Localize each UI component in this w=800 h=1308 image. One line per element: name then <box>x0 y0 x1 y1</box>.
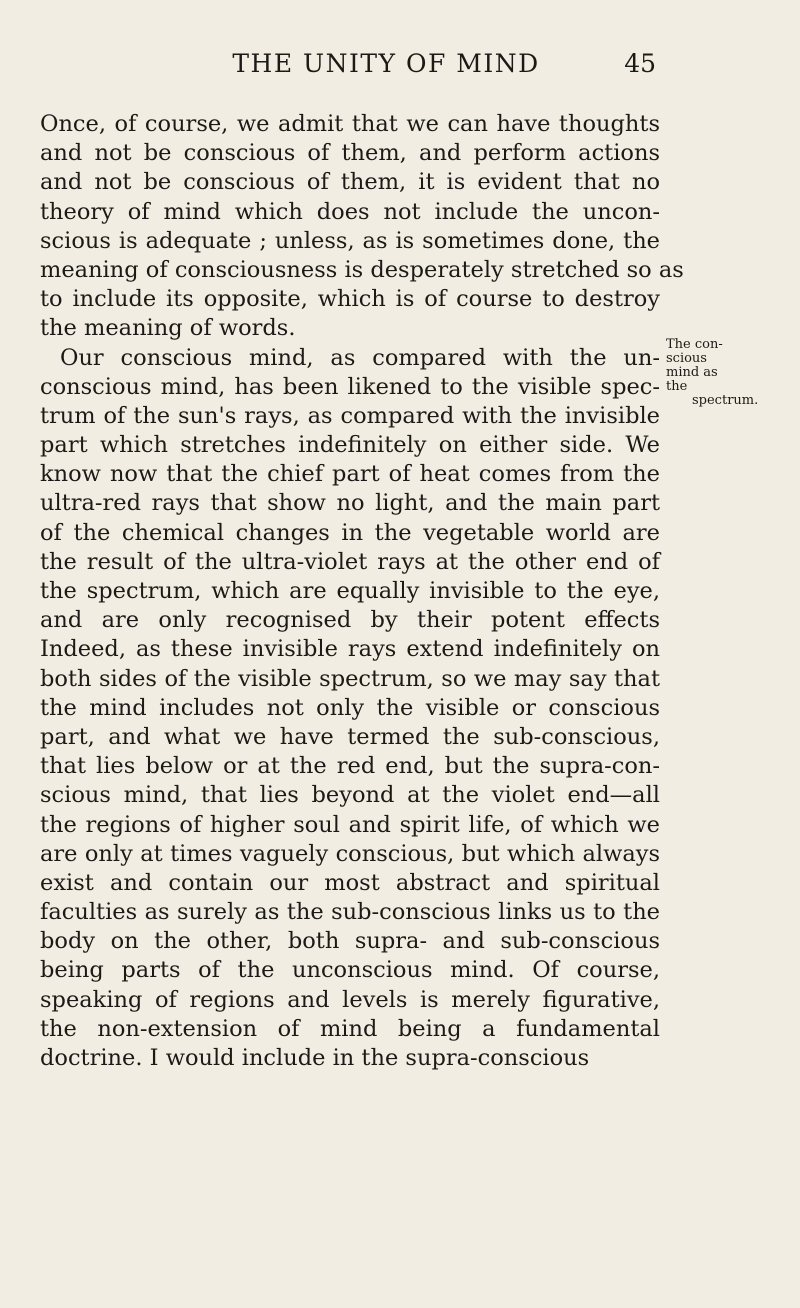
text-line: conscious mind, has been likened to the visible spec- <box>40 373 660 400</box>
text-line: being parts of the unconscious mind. Of course, <box>40 957 660 984</box>
text-line: speaking of regions and levels is merely figurative, <box>40 986 660 1013</box>
text-line: and not be conscious of them, and perform actions <box>40 140 660 167</box>
text-line: theory of mind which does not include the uncon- <box>40 198 660 225</box>
text-line: the regions of higher soul and spirit life, of which we <box>40 811 660 838</box>
text-line: and are only recognised by their potent effects <box>40 607 660 634</box>
text-line: body on the other, both supra- and sub-conscious <box>40 928 660 955</box>
text-line: the mind includes not only the visible or conscious <box>40 694 660 721</box>
text-line: Our conscious mind, as compared with the un- <box>60 344 660 371</box>
body-text <box>40 110 684 1073</box>
text-line: doctrine. I would include in the supra-conscious <box>40 1045 590 1071</box>
text-line: and not be conscious of them, it is evident that no <box>40 169 660 196</box>
text-line: know now that the chief part of heat comes from the <box>40 461 660 488</box>
page-number: 45 <box>624 49 656 78</box>
text-line: both sides of the visible spectrum, so we may say that <box>40 665 660 692</box>
running-title: THE UNITY OF MIND <box>232 49 540 78</box>
margin-note-line: The con- <box>666 337 723 352</box>
margin-note-line: the <box>666 379 688 394</box>
margin-note <box>666 338 796 408</box>
text-line: exist and contain our most abstract and spiritual <box>40 869 660 896</box>
text-line: that lies below or at the red end, but the supra-con- <box>40 753 660 780</box>
text-line: Once, of course, we admit that we can have thoughts <box>40 111 660 137</box>
text-line: the spectrum, which are equally invisible to the eye, <box>40 578 660 604</box>
text-line: are only at times vaguely conscious, but which always <box>40 840 660 867</box>
text-line: Indeed, as these invisible rays extend indefinitely on <box>40 636 660 663</box>
margin-note-line: spectrum. <box>692 393 759 408</box>
text-line: trum of the sun's rays, as compared with the invisible <box>40 402 660 429</box>
margin-note-line: mind as <box>666 365 718 380</box>
text-line: part which stretches indefinitely on either side. We <box>40 432 660 459</box>
text-line: scious is adequate ; unless, as is sometimes done, the <box>40 227 660 254</box>
text-line: the meaning of words. <box>40 315 296 342</box>
text-line: part, and what we have termed the sub-conscious, <box>40 723 660 750</box>
margin-note-line: scious <box>666 351 707 366</box>
text-line: the result of the ultra-violet rays at the other end of <box>40 548 660 575</box>
text-line: faculties as surely as the sub-conscious links us to the <box>40 899 660 926</box>
text-line: meaning of consciousness is desperately stretched so as <box>40 256 684 283</box>
text-line: of the chemical changes in the vegetable world are <box>40 519 660 546</box>
text-line: scious mind, that lies beyond at the violet end—all <box>40 782 660 809</box>
text-line: ultra-red rays that show no light, and the main part <box>40 490 660 517</box>
text-line: to include its opposite, which is of course to destroy <box>40 286 660 313</box>
text-line: the non-extension of mind being a fundamental <box>40 1015 660 1042</box>
